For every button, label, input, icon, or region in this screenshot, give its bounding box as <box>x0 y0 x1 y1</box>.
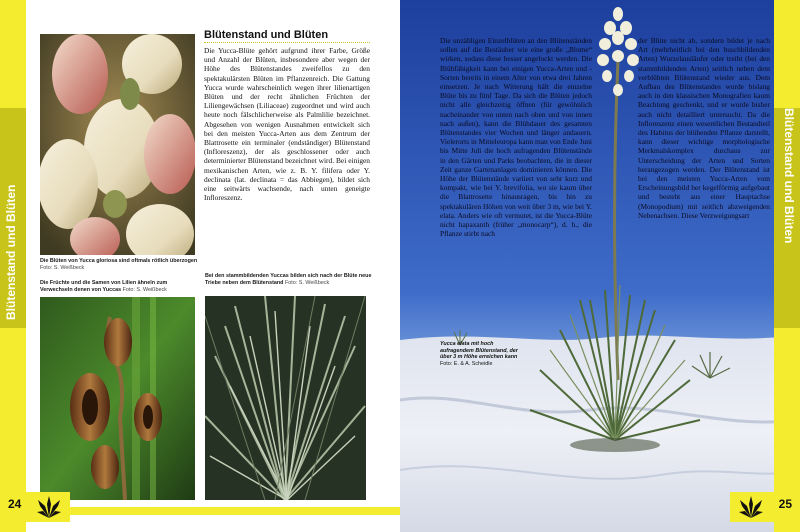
left-page-number: 24 <box>8 497 22 511</box>
left-page-number-box <box>0 492 70 522</box>
yucca-logo-icon-right <box>738 494 764 520</box>
right-side-tab-label: Blütenstand und Blüten <box>782 108 796 244</box>
right-page <box>400 0 800 532</box>
heading-dotted-rule <box>204 42 370 43</box>
right-body-column-1: Die unzähligen Einzelblüten an den Blütenständen sollen auf die Bestäuber wie eine große „Blume“ wirken, sodass diese besser angelockt werden. Die Blühfähigkeit kann bei einigen Yucca-Arten und -Sorten bereits in einem Alter von etwa drei Jahren einsetzen. Je nach Witterung hält die einzelne Blüte bis zu fünf Tage. Da sich die Blüten jedoch nicht alle gleichzeitig öffnen (für gewöhnlich nacheinander von unten nach oben und von innen nach außen), kann die Blühdauer des gesamten Blütenstandes vier Wochen und länger andauern. Vielerorts in Mitteleuropa kann man von Ende Juni bis Mitte Juli die hoch aufragenden Blütenstände in den Gärten und Parks beobachten, die in dieser Zeit ganze Gartenanlagen dominieren können. Die Höhe der Blütenstände variiert von sehr kurz und kompakt, wie bei Y. brevifolia, wo sie kaum über die Blattrosette hinausragen, bis hin zu spektakulären Höhen von weit über 3 m, wie bei Y. elata. Anders wie oft vermutet, ist die Yucca-Blüte nicht hapaxanth (früher „monocarp“), d. h., die Pflanze stirbt nach <box>440 36 592 239</box>
caption-fruits-seeds-text: Die Früchte und die Samen von Lilien ähneln zum Verwechseln denen von Yuccas <box>40 280 168 293</box>
left-body-column: Die Yucca-Blüte gehört aufgrund ihrer Farbe, Größe und Anzahl der Blüten, insbesondere aber wegen der Höhe des Blütenstandes zweifellos zu den spektakulärsten Blüten im Pflanzenreich. Die Gattung Yucca wurde wahrscheinlich wegen ihrer lilienartigen Blüten und der recht ähnlichen Früchten der Liliengewächsen (Liliaceae) zugeordnet und wird auch heute noch fälschlicherweise als Palmlilie bezeichnet. Abgesehen von wenigen Ausnahmen entwickelt sich bei den meisten Yucca-Arten aus dem Zentrum der Blattrosette ein terminaler (endständiger) Blütenstand (Infloreszenz), der als geschlossener oder auch determinierter Blütenstand bezeichnet wird. Bei einigen mexikanischen Arten, wie z. B. Y. filifera oder Y. declinata (lat. declinata = das Abbiegen), bildet sich eine seitwärts wachsende, nach unten geneigte Infloreszenz. <box>204 46 370 203</box>
yucca-logo-icon <box>36 494 62 520</box>
caption-yucca-elata-credit: Foto: E. & A. Scheidle <box>440 360 493 367</box>
right-page-number: 25 <box>778 497 792 511</box>
left-side-tab-label: Blütenstand und Blüten <box>4 184 18 320</box>
caption-yucca-gloriosa-credit: Foto: S. Weißbeck <box>40 264 85 271</box>
photo-yucca-fruits-seeds <box>40 297 195 500</box>
caption-yucca-elata-text: Yucca elata mit hoch aufragendem Blütenstand, der über 3 m Höhe erreichen kann <box>440 341 518 361</box>
left-side-tab <box>0 0 26 532</box>
right-body-column-2: der Blüte nicht ab, sondern bildet je nach Art (mehrheitlich bei den buschbildenden Arten) Wurzelausläufer oder treibt (bei den stammbildenden Arten) seitlich neben dem verblühten Blütenstand wieder aus. Dem Aufbau des Blütenstandes wurde bislang auch in den klassischen Monografien kaum Beachtung geschenkt, und er wurde bisher auch nicht detailliert untersucht. Da die Infloreszenz einen wesentlichen Bestandteil des Habitus der blühenden Pflanze darstellt, kann dieser wichtige morphologische Merkmalskomplex durchaus zur Unterscheidung der Arten und Sorten herangezogen werden. Der Blütenstand ist bei den meisten Yucca-Arten vom Erscheinungsbild her kegelförmig aufgebaut und besteht aus einer Hauptachse (Monopodium) mit seitlich abzweigenden Nebenachsen. Diese Verzweigungsart <box>638 36 770 220</box>
caption-yucca-elata <box>440 341 528 367</box>
caption-new-shoots <box>205 273 375 286</box>
right-side-tab <box>774 0 800 532</box>
caption-yucca-gloriosa-text: Die Blüten von Yucca gloriosa sind oftmals rötlich überzogen <box>40 258 198 264</box>
photo-yucca-gloriosa-flowers <box>40 34 195 255</box>
caption-new-shoots-text: Bei den stammbildenden Yuccas bilden sich nach der Blüte neue Triebe neben dem Blütenstand <box>205 273 372 286</box>
caption-new-shoots-credit: Foto: S. Weißbeck <box>284 279 330 286</box>
section-heading: Blütenstand und Blüten <box>204 29 329 41</box>
left-bottom-bar <box>60 507 400 515</box>
caption-yucca-gloriosa <box>40 258 198 271</box>
caption-fruits-seeds <box>40 280 198 293</box>
right-page-number-box <box>730 492 800 522</box>
photo-yucca-new-shoots <box>205 296 366 500</box>
caption-fruits-seeds-credit: Foto: S. Weißbeck <box>122 286 167 293</box>
